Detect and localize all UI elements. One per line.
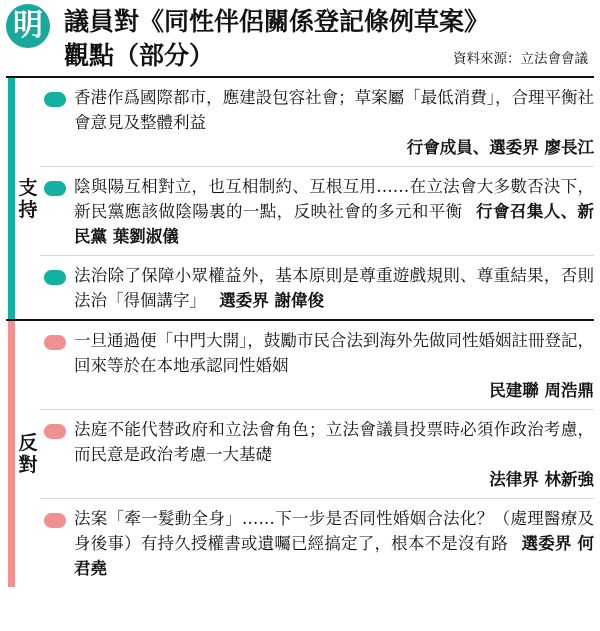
section-accent-bar <box>8 321 15 587</box>
list-item <box>40 166 594 255</box>
page-subtitle: 觀點（部分） <box>64 41 215 70</box>
quote-attribution: 法律界 林新強 <box>489 470 594 489</box>
bullet-icon <box>44 335 66 350</box>
quote-body <box>74 506 594 581</box>
section-support <box>0 78 600 319</box>
quote-attribution: 行會成員、選委界 廖長江 <box>406 138 594 157</box>
oppose-items-list <box>40 321 594 587</box>
quote-attribution: 選委界 謝偉俊 <box>219 291 324 310</box>
bullet-icon <box>44 513 66 528</box>
publisher-logo: 明 <box>6 4 50 48</box>
list-item <box>40 255 594 319</box>
section-accent-bar <box>8 78 15 319</box>
title-block <box>64 6 592 76</box>
quote-text: 法庭不能代替政府和立法會角色；立法會議員投票時必須作政治考慮，而民意是政治考慮一大基礎 <box>74 420 594 464</box>
section-oppose <box>0 321 600 587</box>
quote-text: 陰與陽互相對立，也互相制約、互根互用……在立法會大多數否決下，新民黨應該做陰陽裏的一點，反映社會的多元和平衡 <box>74 177 594 221</box>
section-label-support <box>6 78 40 319</box>
section-label-oppose <box>6 321 40 587</box>
section-label-text: 支持 <box>18 176 38 221</box>
quote-text: 法案「牽一髮動全身」……下一步是否同性婚姻合法化？（處理醫療及身後事）有持久授權書或遺囑已經搞定了，根本不是沒有路 <box>74 509 594 553</box>
section-label-text: 反對 <box>18 432 38 476</box>
list-item <box>40 321 594 409</box>
bullet-icon <box>44 92 66 107</box>
quote-body <box>74 174 594 249</box>
quote-body <box>74 417 594 492</box>
list-item <box>40 78 594 166</box>
page-header <box>0 0 600 74</box>
support-items-list <box>40 78 594 319</box>
quote-attribution: 選委界 何君堯 <box>74 534 595 578</box>
quote-text: 法治除了保障小眾權益外，基本原則是尊重遊戲規則、尊重結果，否則法治「得個講字」 <box>74 266 594 310</box>
list-item <box>40 498 594 587</box>
quote-body <box>74 263 594 313</box>
quote-body <box>74 328 594 403</box>
quote-text: 一旦通過便「中門大開」，鼓勵市民合法到海外先做同性婚姻註冊登記，回來等於在本地承認同性婚姻 <box>74 331 594 375</box>
quote-text: 香港作爲國際都市，應建設包容社會；草案屬「最低消費」，合理平衡社會意見及整體利益 <box>74 88 594 132</box>
bullet-icon <box>44 181 66 196</box>
quote-attribution: 行會召集人、新民黨 葉劉淑儀 <box>74 202 595 246</box>
quote-attribution: 民建聯 周浩鼎 <box>489 381 594 400</box>
list-item <box>40 409 594 498</box>
source-note: 資料來源：立法會會議 <box>453 51 588 67</box>
quote-body <box>74 85 594 160</box>
page-title: 議員對《同性伴侶關係登記條例草案》 <box>64 7 490 36</box>
bullet-icon <box>44 270 66 285</box>
bullet-icon <box>44 424 66 439</box>
